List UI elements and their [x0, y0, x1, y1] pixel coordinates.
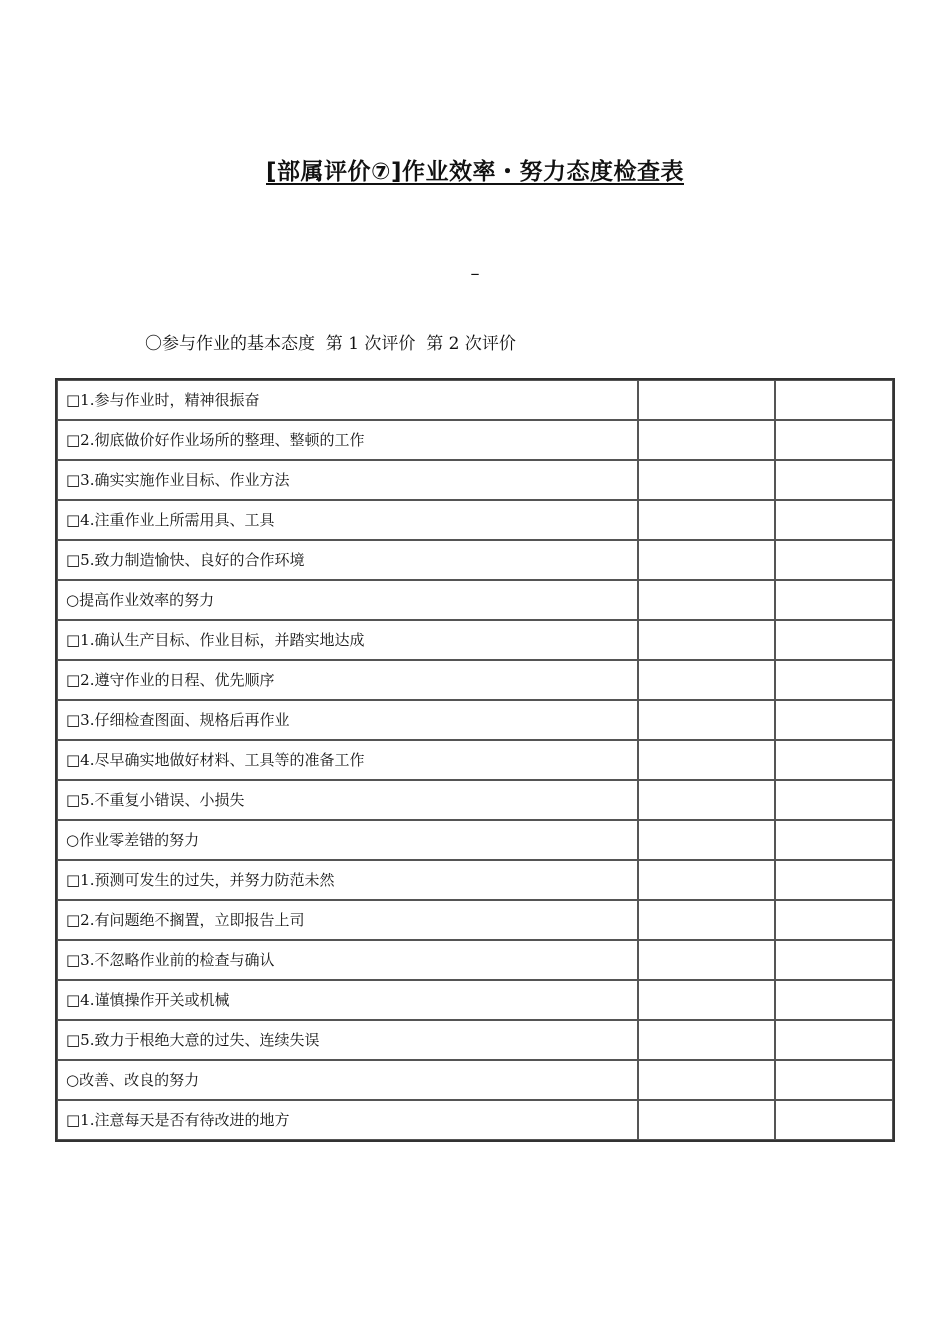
criterion-cell: ○提高作业效率的努力 — [57, 580, 638, 620]
table-row — [57, 1020, 893, 1060]
first-evaluation-cell[interactable] — [638, 580, 775, 620]
table-row — [57, 860, 893, 900]
first-evaluation-cell[interactable] — [638, 740, 775, 780]
first-evaluation-cell[interactable] — [638, 380, 775, 420]
first-evaluation-cell[interactable] — [638, 820, 775, 860]
table-row — [57, 540, 893, 580]
page-dash: – — [470, 263, 480, 284]
table-row — [57, 420, 893, 460]
second-evaluation-cell[interactable] — [775, 580, 893, 620]
criterion-cell: □4.谨慎操作开关或机械 — [57, 980, 638, 1020]
second-evaluation-cell[interactable] — [775, 860, 893, 900]
page-title: [部属评价⑦]作业效率・努力态度检查表 — [266, 159, 684, 185]
second-evaluation-cell[interactable] — [775, 900, 893, 940]
criterion-cell: □2.遵守作业的日程、优先顺序 — [57, 660, 638, 700]
criterion-cell: ○改善、改良的努力 — [57, 1060, 638, 1100]
second-evaluation-cell[interactable] — [775, 1020, 893, 1060]
criterion-cell: □1.注意每天是否有待改进的地方 — [57, 1100, 638, 1140]
first-evaluation-cell[interactable] — [638, 780, 775, 820]
evaluation-table-body — [57, 380, 893, 1140]
table-row — [57, 380, 893, 420]
criterion-cell: □1.预测可发生的过失，并努力防范未然 — [57, 860, 638, 900]
first-evaluation-cell[interactable] — [638, 900, 775, 940]
second-evaluation-cell[interactable] — [775, 540, 893, 580]
evaluation-table — [55, 378, 895, 1142]
criterion-cell: ○作业零差错的努力 — [57, 820, 638, 860]
second-evaluation-cell[interactable] — [775, 980, 893, 1020]
first-evaluation-cell[interactable] — [638, 940, 775, 980]
second-evaluation-cell[interactable] — [775, 420, 893, 460]
criterion-cell: □3.不忽略作业前的检查与确认 — [57, 940, 638, 980]
table-row — [57, 900, 893, 940]
first-evaluation-cell[interactable] — [638, 700, 775, 740]
second-evaluation-cell[interactable] — [775, 1100, 893, 1140]
table-row — [57, 700, 893, 740]
table-row — [57, 1060, 893, 1100]
second-evaluation-cell[interactable] — [775, 660, 893, 700]
second-evaluation-cell[interactable] — [775, 780, 893, 820]
second-evaluation-cell[interactable] — [775, 740, 893, 780]
table-row — [57, 500, 893, 540]
first-evaluation-cell[interactable] — [638, 1100, 775, 1140]
first-evaluation-cell[interactable] — [638, 540, 775, 580]
second-evaluation-cell[interactable] — [775, 460, 893, 500]
table-row — [57, 460, 893, 500]
table-row — [57, 1100, 893, 1140]
second-evaluation-cell[interactable] — [775, 1060, 893, 1100]
table-row — [57, 580, 893, 620]
criterion-cell: □5.不重复小错误、小损失 — [57, 780, 638, 820]
criterion-cell: □2.彻底做价好作业场所的整理、整顿的工作 — [57, 420, 638, 460]
criterion-cell: □5.致力于根绝大意的过失、连续失误 — [57, 1020, 638, 1060]
first-evaluation-cell[interactable] — [638, 660, 775, 700]
first-evaluation-cell[interactable] — [638, 980, 775, 1020]
second-evaluation-cell[interactable] — [775, 700, 893, 740]
criterion-cell: □3.仔细检查图面、规格后再作业 — [57, 700, 638, 740]
first-evaluation-cell[interactable] — [638, 1020, 775, 1060]
table-row — [57, 980, 893, 1020]
criterion-cell: □4.注重作业上所需用具、工具 — [57, 500, 638, 540]
criterion-cell: □1.确认生产目标、作业目标，并踏实地达成 — [57, 620, 638, 660]
second-evaluation-cell[interactable] — [775, 500, 893, 540]
table-row — [57, 780, 893, 820]
criterion-cell: □3.确实实施作业目标、作业方法 — [57, 460, 638, 500]
section-header-line: 〇参与作业的基本态度 第 1 次评价 第 2 次评价 — [145, 334, 516, 354]
criterion-cell: □5.致力制造愉快、良好的合作环境 — [57, 540, 638, 580]
first-evaluation-cell[interactable] — [638, 420, 775, 460]
table-row — [57, 740, 893, 780]
second-evaluation-cell[interactable] — [775, 820, 893, 860]
table-row — [57, 820, 893, 860]
table-row — [57, 660, 893, 700]
second-evaluation-cell[interactable] — [775, 620, 893, 660]
first-evaluation-cell[interactable] — [638, 860, 775, 900]
second-evaluation-cell[interactable] — [775, 940, 893, 980]
first-evaluation-cell[interactable] — [638, 1060, 775, 1100]
first-evaluation-cell[interactable] — [638, 460, 775, 500]
criterion-cell: □1.参与作业时，精神很振奋 — [57, 380, 638, 420]
criterion-cell: □4.尽早确实地做好材料、工具等的准备工作 — [57, 740, 638, 780]
table-row — [57, 940, 893, 980]
table-row — [57, 620, 893, 660]
first-evaluation-cell[interactable] — [638, 500, 775, 540]
criterion-cell: □2.有问题绝不搁置，立即报告上司 — [57, 900, 638, 940]
second-evaluation-cell[interactable] — [775, 380, 893, 420]
first-evaluation-cell[interactable] — [638, 620, 775, 660]
